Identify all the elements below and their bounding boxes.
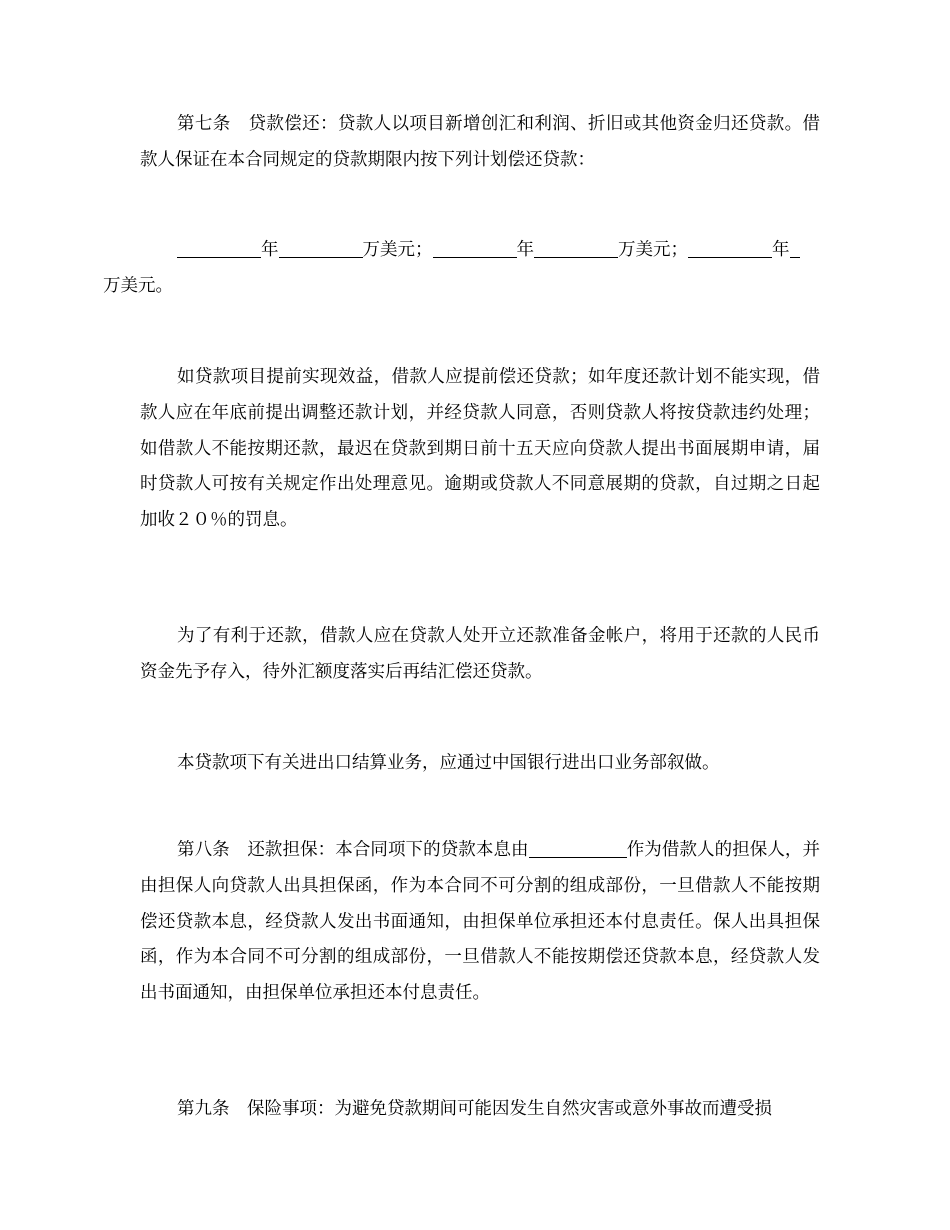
article-7-heading: 第七条 贷款偿还： [177,114,338,134]
article-8-text-after: 作为借款人的担保人，并由担保人向贷款人出具担保函，作为本合同不可分割的组成部份，一旦借款人不能按期偿还贷款本息，经贷款人发出书面通知，由担保单位承担还本付息责任。保人出具担保函，作为本合同不可分割的组成部份，一旦借款人不能按期偿还贷款本息，经贷款人发出书面通知，由担保单位承担还本付息责任。 [140,840,821,1004]
schedule-separator-1: ； [415,240,433,260]
schedule-unit-label-1: 万美元 [362,240,415,260]
schedule-year-blank-2[interactable] [433,237,517,258]
article-7-text: 贷款人以项目新增创汇和利润、折旧或其他资金归还贷款。借款人保证在本合同规定的贷款期限内按下列计划偿还贷款： [140,114,820,170]
article-8-paragraph [140,833,820,1012]
article-7-paragraph [140,107,820,179]
schedule-unit-label-3: 万美元 [103,275,156,296]
article-8-text-before: 本合同项下的贷款本息由 [335,840,529,860]
schedule-year-label-2: 年 [516,240,534,260]
settlement-paragraph: 本贷款项下有关进出口结算业务，应通过中国银行进出口业务部叙做。 [177,753,720,773]
schedule-year-label-3: 年 [772,240,790,260]
schedule-year-label-1: 年 [261,240,279,260]
early-repayment-paragraph: 如贷款项目提前实现效益，借款人应提前偿还贷款；如年度还款计划不能实现，借款人应在年底前提出调整还款计划，并经贷款人同意，否则贷款人将按贷款违约处理；如借款人不能按期还款，最迟在贷款到期日前十五天应向贷款人提出书面展期申请，届时贷款人可按有关规定作出处理意见。逾期或贷款人不同意展期的贷款，自过期之日起加收２０％的罚息。 [140,367,820,531]
article-9-heading: 第九条 保险事项： [177,1099,335,1119]
schedule-unit-label-2: 万美元 [618,240,671,260]
guarantor-blank[interactable] [529,837,627,858]
schedule-separator-2: ； [670,240,688,260]
reserve-account-paragraph: 为了有利于还款，借款人应在贷款人处开立还款准备金帐户，将用于还款的人民币资金先予存入，待外汇额度落实后再结汇偿还贷款。 [140,626,820,682]
repayment-schedule [103,233,820,305]
schedule-year-blank-3[interactable] [688,237,772,258]
article-8-heading: 第八条 还款担保： [177,840,336,860]
schedule-period: 。 [155,275,173,296]
schedule-year-blank-1[interactable] [177,237,261,258]
article-9-paragraph [140,1092,820,1128]
schedule-amount-blank-1[interactable] [279,237,363,258]
schedule-amount-blank-3[interactable] [790,237,800,258]
schedule-amount-blank-2[interactable] [534,237,618,258]
article-9-text: 为避免贷款期间可能因发生自然灾害或意外事故而遭受损 [334,1099,772,1119]
